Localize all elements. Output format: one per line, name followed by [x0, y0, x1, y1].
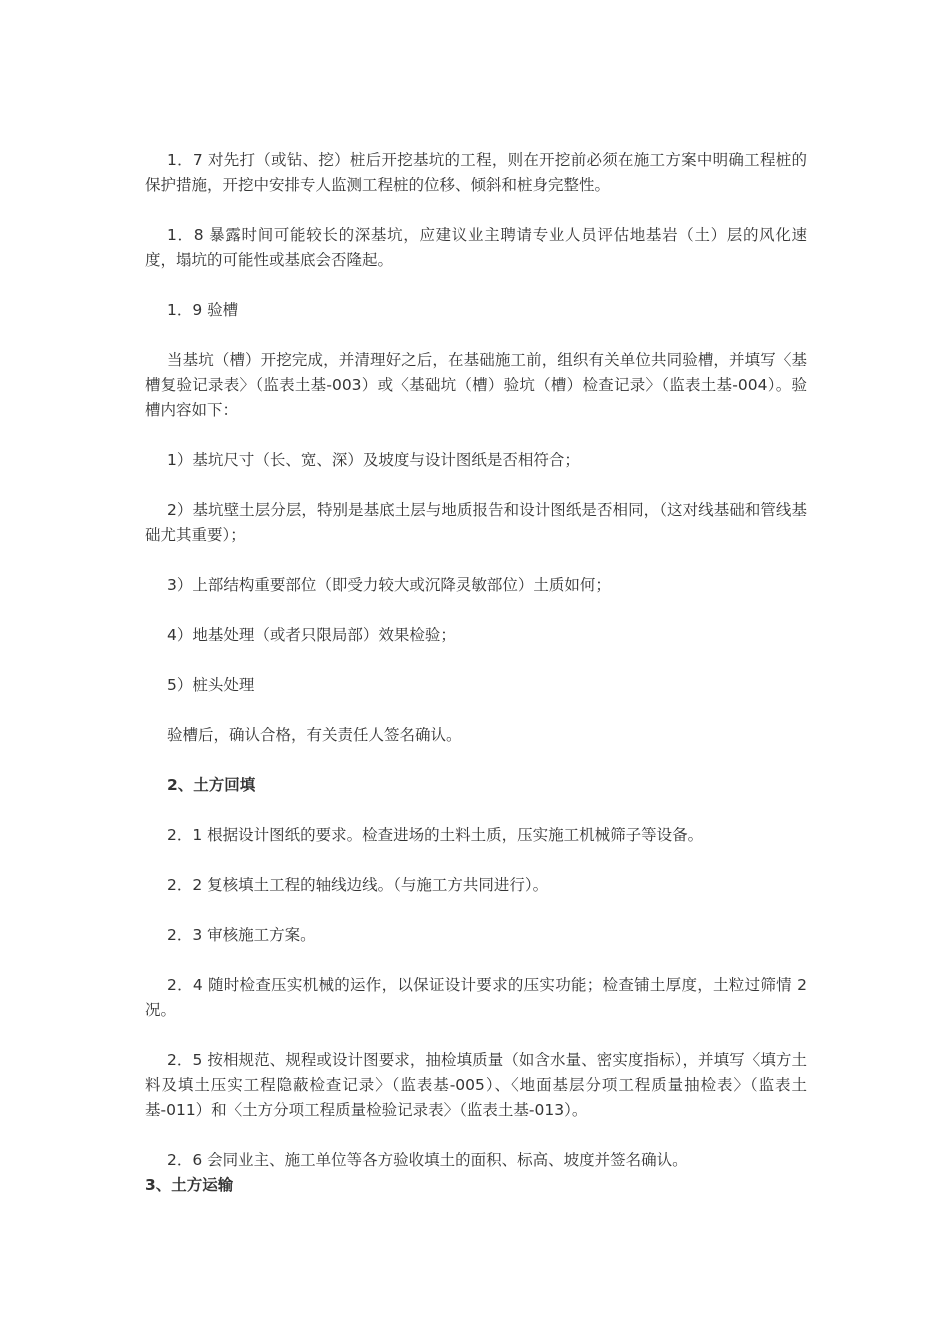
paragraph-2-5: 2．5 按相规范、规程或设计图要求，抽检填质量（如含水量、密实度指标），并填写〈填方土料及填土压实工程隐蔽检查记录〉（监表基-005）、〈地面基层分项工程质量抽检表〉（监表土基-011）和〈土方分项工程质量检验记录表〉（监表土基-013）。 [145, 1051, 807, 1119]
paragraph-2-4: 2．4 随时检查压实机械的运作，以保证设计要求的压实功能；检查铺土厚度，土粒过筛情 2 况。 [145, 976, 807, 1019]
paragraph-2-1: 2．1 根据设计图纸的要求。检查进场的土料土质，压实施工机械筛子等设备。 [167, 826, 704, 844]
list-item-2: 2）基坑壁土层分层，特别是基底土层与地质报告和设计图纸是否相同，（这对线基础和管线基础尤其重要）； [145, 501, 807, 544]
section-heading-backfill: 2、土方回填 [167, 776, 256, 794]
document-body [145, 148, 807, 1198]
list-item-4: 4）地基处理（或者只限局部）效果检验； [167, 626, 456, 644]
paragraph-confirmation: 验槽后，确认合格，有关责任人签名确认。 [167, 726, 462, 744]
list-item-5: 5）桩头处理 [167, 676, 255, 694]
paragraph-2-2: 2．2 复核填土工程的轴线边线。（与施工方共同进行）。 [167, 876, 549, 894]
paragraph-2-3: 2．3 审核施工方案。 [167, 926, 316, 944]
paragraph-1-7: 1．7 对先打（或钻、挖）桩后开挖基坑的工程，则在开挖前必须在施工方案中明确工程桩的保护措施，开挖中安排专人监测工程桩的位移、倾斜和桩身完整性。 [145, 151, 807, 194]
list-item-3: 3）上部结构重要部位（即受力较大或沉降灵敏部位）土质如何； [167, 576, 611, 594]
section-heading-transport: 3、土方运输 [145, 1176, 234, 1194]
paragraph-inspection-intro: 当基坑（槽）开挖完成，并清理好之后，在基础施工前，组织有关单位共同验槽，并填写〈基槽复验记录表〉（监表土基-003）或〈基础坑（槽）验坑（槽）检查记录〉（监表土基-004）。验槽内容如下： [145, 351, 807, 419]
paragraph-1-9-title: 1．9 验槽 [167, 301, 239, 319]
list-item-1: 1）基坑尺寸（长、宽、深）及坡度与设计图纸是否相符合； [167, 451, 580, 469]
paragraph-1-8: 1．8 暴露时间可能较长的深基坑，应建议业主聘请专业人员评估地基岩（土）层的风化速度，塌坑的可能性或基底会否隆起。 [145, 226, 807, 269]
paragraph-2-6: 2．6 会同业主、施工单位等各方验收填土的面积、标高、坡度并签名确认。 [167, 1151, 688, 1169]
